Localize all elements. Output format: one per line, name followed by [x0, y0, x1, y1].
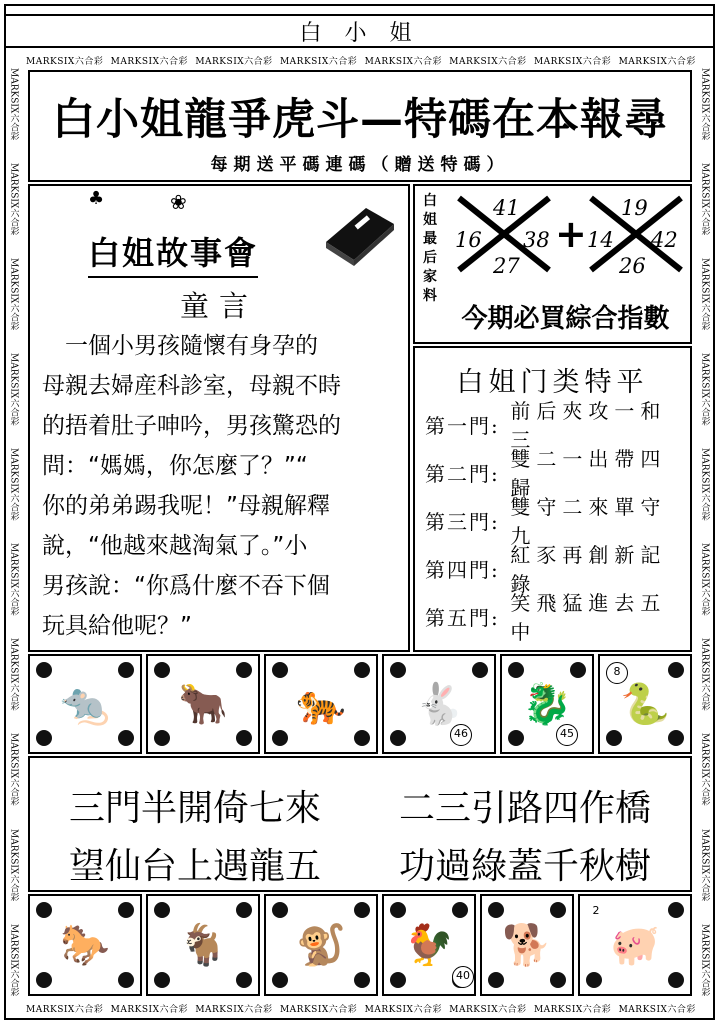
watermark: MARKSIX六合彩 [8, 258, 19, 331]
picks-box [413, 184, 692, 344]
story-title: 童言 [179, 289, 258, 323]
animal-cell [264, 894, 378, 996]
watermark: MARKSIX六合彩 [699, 638, 710, 711]
gate-value: 前后夾攻一和三 [510, 399, 667, 452]
number-ball [452, 902, 468, 918]
animal-cell [382, 654, 496, 754]
ox-icon: 🐂 [178, 681, 228, 728]
pick-number: 27 [493, 254, 520, 278]
watermark: MARKSIX六合彩 [449, 1004, 527, 1015]
poem-verse: 功過綠蓋千秋樹 [398, 846, 651, 887]
number-ball [118, 730, 134, 746]
goat-icon: 🐐 [178, 922, 228, 969]
animal-cell [146, 894, 260, 996]
watermark: MARKSIX六合彩 [8, 353, 19, 426]
gate-value: 紅豕再創新記錄 [510, 543, 667, 596]
number-ball [154, 972, 170, 988]
number-ball [508, 730, 524, 746]
number-ball [390, 972, 406, 988]
number-ball [488, 972, 504, 988]
poem-line-2 [30, 838, 690, 889]
dragon-icon: 🐉 [522, 681, 572, 728]
number-ball [354, 972, 370, 988]
pick-number: 42 [651, 228, 678, 252]
poem-verse: 二三引路四作橋 [398, 788, 651, 829]
gate-label: 第四門: [425, 557, 500, 582]
story-box [28, 184, 410, 652]
pick-number: 19 [621, 196, 648, 220]
animal-cell [146, 654, 260, 754]
story-line: 說，“他越來越淘氣了。”小 [42, 533, 308, 559]
number-ball [390, 730, 406, 746]
monkey-icon: 🐒 [296, 922, 346, 969]
watermark: MARKSIX六合彩 [8, 638, 19, 711]
gates-box [413, 346, 692, 652]
number-ball [272, 662, 288, 678]
gate-row [425, 399, 691, 452]
watermark: MARKSIX六合彩 [195, 56, 273, 67]
number-ball [236, 972, 252, 988]
number-ball [354, 902, 370, 918]
animal-cell [28, 894, 142, 996]
watermark: MARKSIX六合彩 [8, 733, 19, 806]
gate-value: 笑飛猛進去五中 [510, 591, 667, 644]
rooster-icon: 🐓 [404, 922, 454, 969]
gate-label: 第二門: [425, 461, 500, 486]
watermark: MARKSIX六合彩 [618, 1004, 696, 1015]
horse-icon: 🐎 [60, 922, 110, 969]
rabbit-icon [414, 681, 464, 728]
watermark: MARKSIX六合彩 [8, 543, 19, 616]
watermark: MARKSIX六合彩 [26, 1004, 104, 1015]
animal-cell [578, 894, 692, 996]
watermark-row-bottom [26, 1001, 696, 1015]
header-box [4, 14, 715, 48]
goat-icon [178, 922, 228, 969]
number-ball [36, 662, 52, 678]
number-ball [606, 730, 622, 746]
watermark: MARKSIX六合彩 [449, 56, 527, 67]
watermark: MARKSIX六合彩 [279, 1004, 358, 1015]
watermark: MARKSIX六合彩 [110, 56, 188, 67]
flower-icon: ❀ [170, 190, 187, 214]
story-line: 母親去婦産科診室，母親不時 [42, 373, 341, 399]
number-ball [668, 972, 684, 988]
watermark: MARKSIX六合彩 [699, 258, 710, 331]
gate-label: 第三門: [425, 509, 500, 534]
gate-row [425, 591, 691, 644]
animal-cell [598, 654, 692, 754]
number-ball [668, 730, 684, 746]
animal-cell [28, 654, 142, 754]
number-ball [668, 662, 684, 678]
number-ball [272, 972, 288, 988]
number-ball: 8 [606, 662, 628, 684]
watermark: MARKSIX六合彩 [699, 733, 710, 806]
watermark: MARKSIX六合彩 [618, 56, 696, 67]
monkey-icon [296, 922, 346, 969]
watermark: MARKSIX六合彩 [533, 1004, 612, 1015]
number-ball [118, 902, 134, 918]
watermark: MARKSIX六合彩 [8, 163, 19, 236]
watermark: MARKSIX六合彩 [699, 828, 710, 901]
gates-list [425, 399, 691, 644]
gate-value: 雙二一出帶四歸 [510, 447, 667, 500]
number-ball [272, 902, 288, 918]
number-ball: 40 [452, 966, 474, 988]
number-ball [36, 730, 52, 746]
book-icon [316, 202, 398, 270]
banner-headline: 白小姐龍爭虎斗—特碼在本報尋 [52, 95, 668, 145]
ox-icon [178, 681, 228, 728]
story-line: 問：“媽媽，你怎麼了？”“ [42, 453, 308, 479]
gate-row [425, 495, 691, 548]
snake-icon: 🐍 [620, 681, 670, 728]
poem-verse: 望仙台上遇龍五 [68, 846, 321, 887]
story-line: 的捂着肚子呻吟，男孩驚恐的 [42, 413, 341, 439]
number-ball [390, 662, 406, 678]
watermark: MARKSIX六合彩 [279, 56, 358, 67]
number-ball [154, 902, 170, 918]
story-line: 一個小男孩隨懷有身孕的 [42, 333, 318, 359]
rabbit-icon: 🐇 [414, 681, 464, 728]
watermark: MARKSIX六合彩 [364, 1004, 442, 1015]
watermark: MARKSIX六合彩 [364, 56, 442, 67]
number-ball [472, 662, 488, 678]
number-ball [354, 730, 370, 746]
animal-cell [264, 654, 378, 754]
watermark-col-left [6, 68, 22, 996]
watermark: MARKSIX六合彩 [699, 163, 710, 236]
snake-icon [620, 681, 670, 728]
tiger-icon [296, 681, 346, 728]
rat-icon [60, 681, 110, 728]
pick-number: 41 [493, 196, 520, 220]
gate-label: 第五門: [425, 605, 500, 630]
number-ball [236, 662, 252, 678]
dog-icon [502, 922, 552, 969]
story-line: 玩具給他呢？” [42, 613, 192, 639]
picks-caption: 今期必買綜合指數 [461, 304, 670, 334]
poem-line-1 [30, 780, 690, 831]
number-ball [354, 662, 370, 678]
page-title: 白 小 姐 [299, 20, 420, 46]
story-body [42, 326, 402, 646]
watermark: MARKSIX六合彩 [8, 68, 19, 141]
animal-row-top [28, 654, 692, 754]
gate-row [425, 543, 691, 596]
number-ball [36, 902, 52, 918]
watermark: MARKSIX六合彩 [699, 923, 710, 996]
watermark: MARKSIX六合彩 [699, 543, 710, 616]
dog-icon: 🐕 [502, 922, 552, 969]
number-ball [570, 662, 586, 678]
tiger-icon: 🐅 [296, 681, 346, 728]
number-ball [668, 902, 684, 918]
number-ball [550, 972, 566, 988]
number-ball [236, 902, 252, 918]
animal-row-bottom [28, 894, 692, 996]
pig-icon: 🐖 [610, 922, 660, 969]
picks-label: 白姐最后家料 [423, 193, 437, 304]
story-section-title: 白姐故事會 [88, 228, 258, 278]
number-ball [154, 662, 170, 678]
rat-icon: 🐀 [60, 681, 110, 728]
banner [28, 70, 692, 182]
horse-icon [60, 922, 110, 969]
watermark: MARKSIX六合彩 [8, 448, 19, 521]
number-ball [154, 730, 170, 746]
pick-number: 26 [619, 254, 646, 278]
watermark: MARKSIX六合彩 [699, 68, 710, 141]
number-ball [550, 902, 566, 918]
number-ball [118, 972, 134, 988]
rooster-icon [404, 922, 454, 969]
number-ball [236, 730, 252, 746]
watermark-col-right [697, 68, 713, 996]
watermark: MARKSIX六合彩 [8, 828, 19, 901]
number-ball: 45 [556, 724, 578, 746]
watermark: MARKSIX六合彩 [699, 448, 710, 521]
watermark: MARKSIX六合彩 [26, 56, 104, 67]
watermark: MARKSIX六合彩 [533, 56, 612, 67]
number-ball [390, 902, 406, 918]
pick-number: 38 [523, 228, 550, 252]
watermark: MARKSIX六合彩 [699, 353, 710, 426]
poem-box [28, 756, 692, 892]
gates-title: 白姐门类特平 [456, 367, 649, 398]
watermark: MARKSIX六合彩 [8, 923, 19, 996]
poem-verse: 三門半開倚七來 [68, 788, 321, 829]
plus-icon: + [555, 212, 587, 256]
number-ball [586, 972, 602, 988]
pig-icon [610, 922, 660, 969]
number-ball [508, 662, 524, 678]
watermark-row-top [26, 53, 696, 67]
animal-cell [500, 654, 594, 754]
banner-subline: 每期送平碼連碼（贈送特碼） [210, 155, 510, 175]
gate-row [425, 447, 691, 500]
pick-number: 14 [587, 228, 614, 252]
watermark: MARKSIX六合彩 [195, 1004, 273, 1015]
pick-number: 16 [455, 228, 482, 252]
watermark: MARKSIX六合彩 [110, 1004, 188, 1015]
dragon-icon [522, 681, 572, 728]
gate-label: 第一門: [425, 413, 500, 438]
story-line: 你的弟弟踢我呢！”母親解釋 [42, 493, 330, 519]
number-ball: 2 [586, 902, 606, 922]
gate-value: 雙守二來單守九 [510, 495, 667, 548]
number-ball [488, 902, 504, 918]
animal-cell [456, 894, 574, 996]
tulip-icon: ♣ [88, 188, 105, 209]
number-ball: 46 [450, 724, 472, 746]
number-ball [118, 662, 134, 678]
number-ball [36, 972, 52, 988]
number-ball [272, 730, 288, 746]
story-line: 男孩說：“你爲什麼不吞下個 [42, 573, 330, 599]
